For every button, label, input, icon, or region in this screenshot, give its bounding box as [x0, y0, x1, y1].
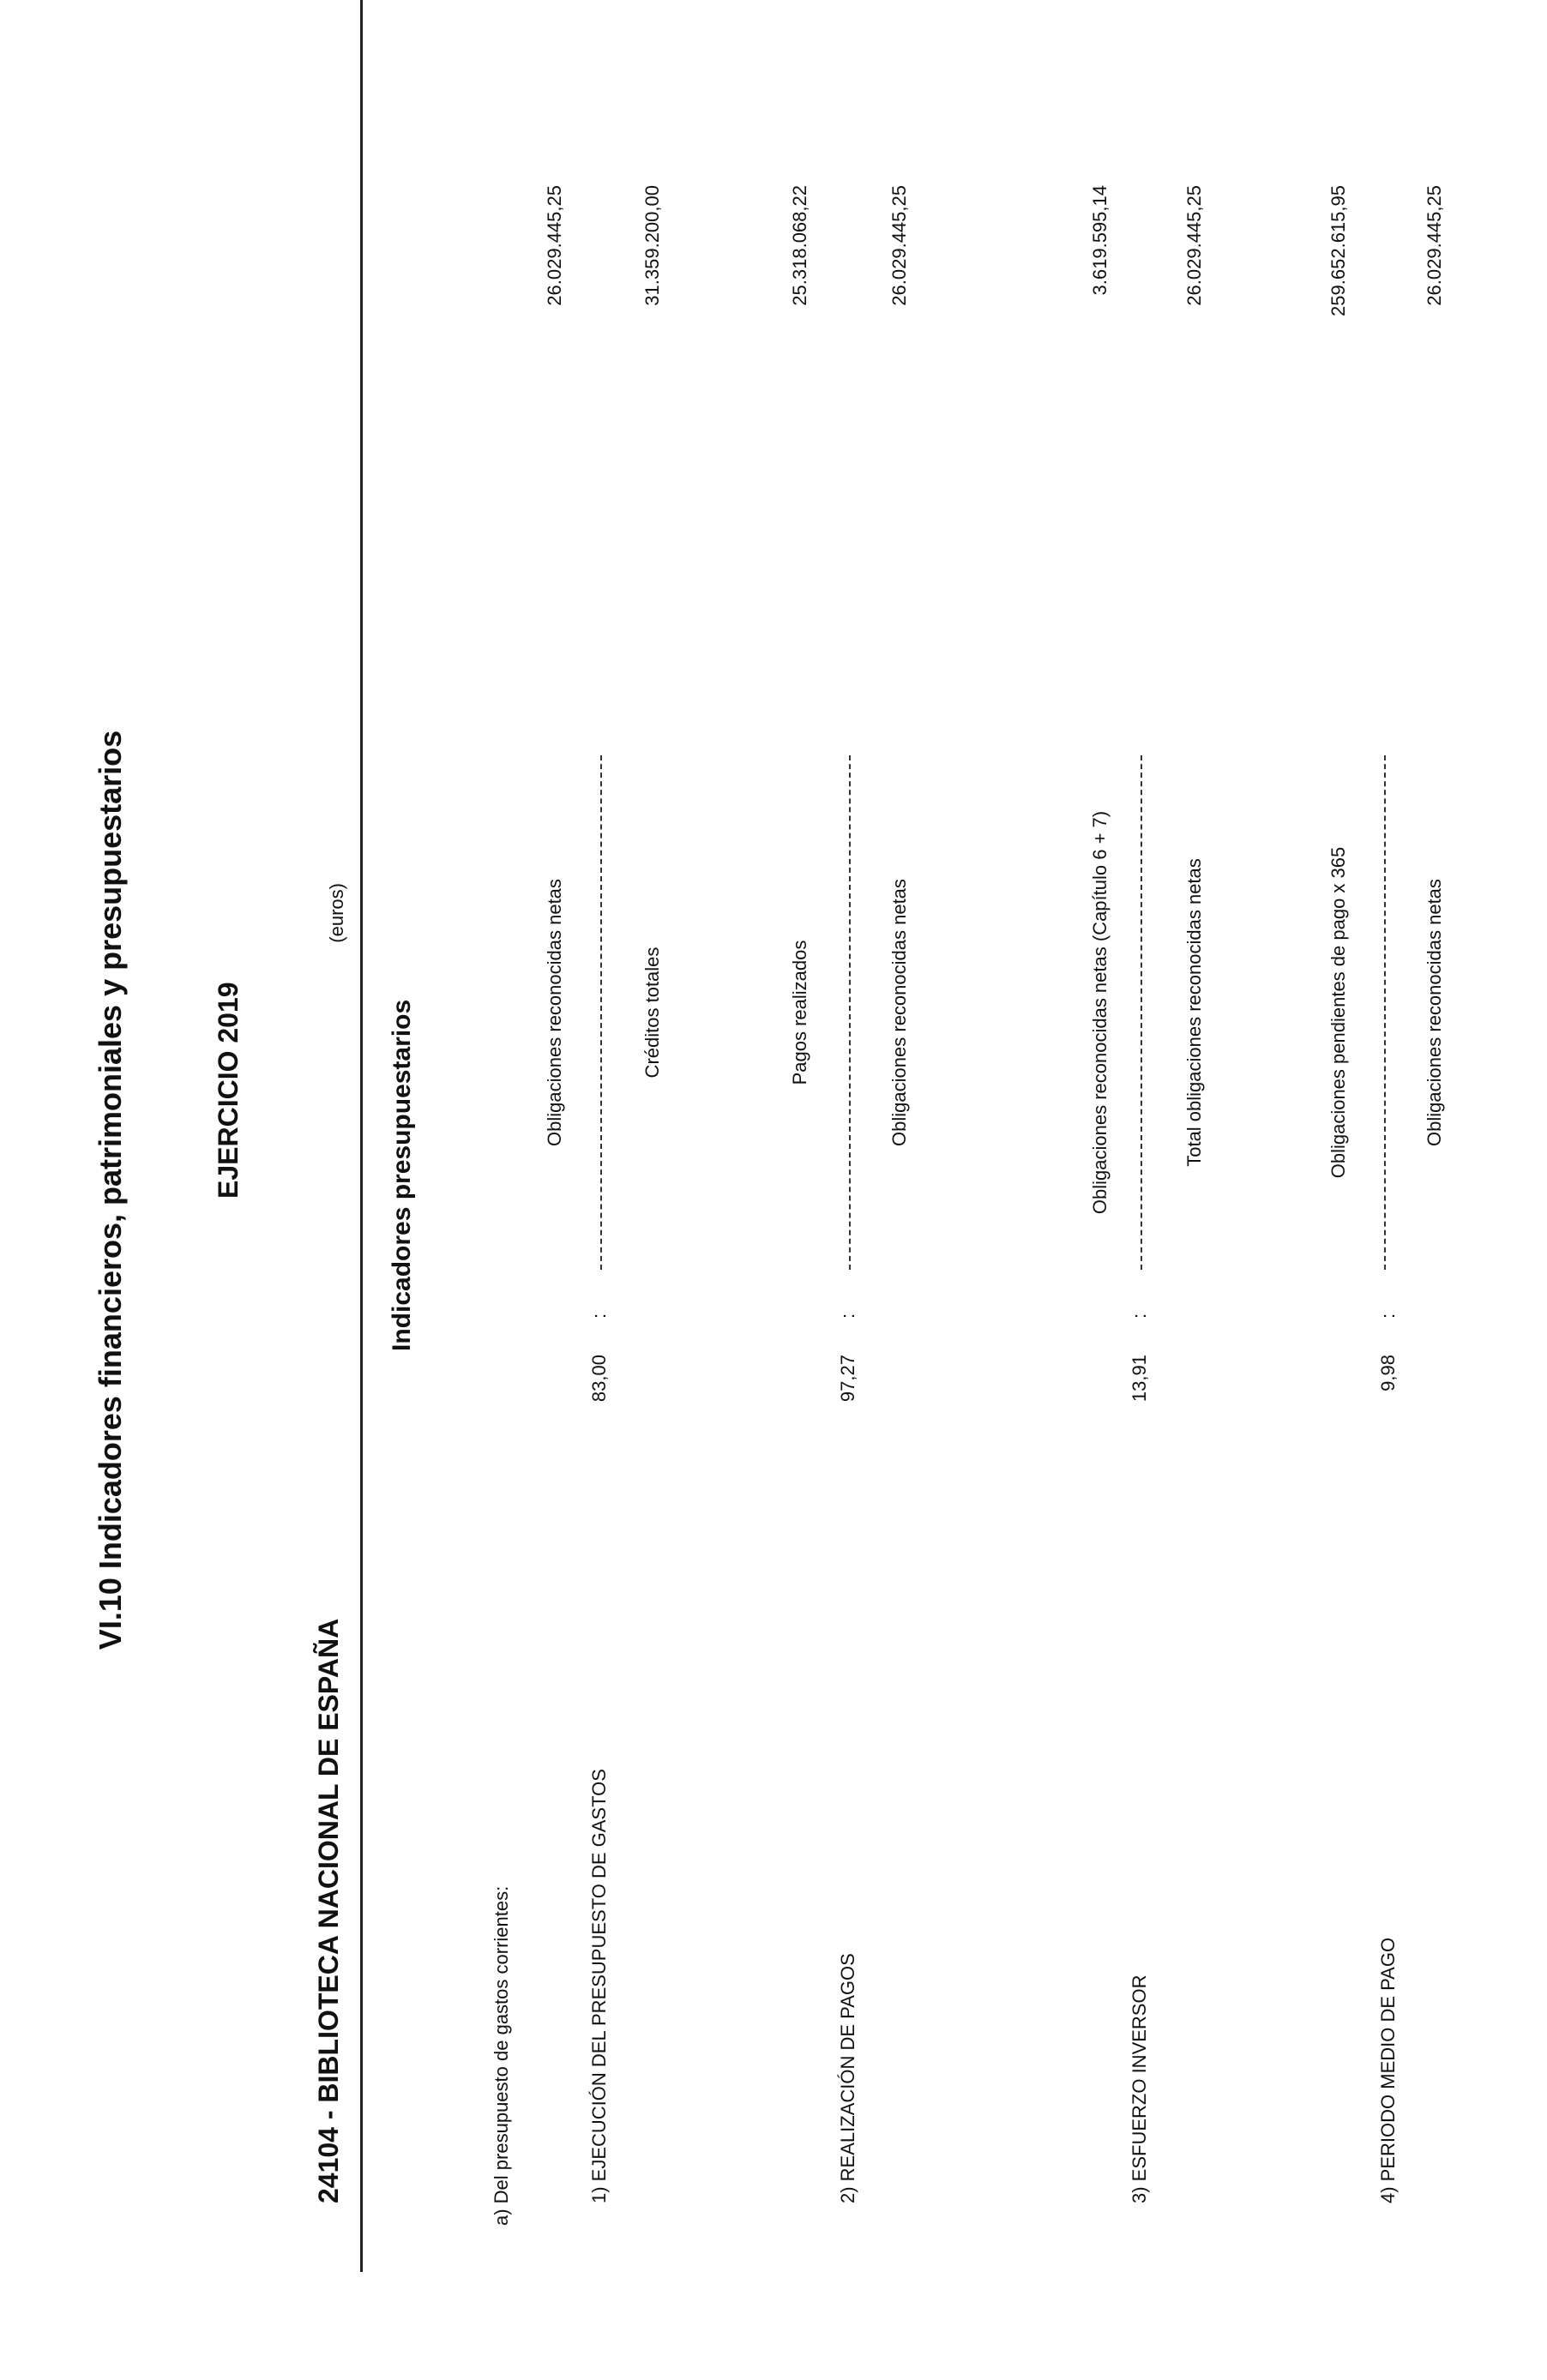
entity-name: 24104 - BIBLIOTECA NACIONAL DE ESPAÑA [313, 1618, 344, 2203]
colon: : [837, 1313, 858, 1319]
colon: : [1377, 1313, 1399, 1319]
denominator-amount: 26.029.445,25 [1424, 185, 1445, 306]
indicator-label: 1) EJECUCIÓN DEL PRESUPUESTO DE GASTOS [588, 1769, 610, 2203]
numerator-amount: 3.619.595,14 [1089, 185, 1111, 296]
units-label: (euros) [326, 883, 347, 943]
denominator-amount: 26.029.445,25 [1183, 185, 1205, 306]
numerator-amount: 26.029.445,25 [544, 185, 565, 306]
denominator-label: Obligaciones reconocidas netas [1424, 879, 1445, 1146]
indicator-value: 9,98 [1377, 1355, 1399, 1391]
indicator-label: 2) REALIZACIÓN DE PAGOS [837, 1953, 858, 2203]
report-title: VI.10 Indicadores financieros, patrimoniales y presupuestarios [93, 730, 128, 1650]
fraction-line [1384, 755, 1386, 1270]
fraction-line [600, 755, 602, 1270]
fraction-line [1141, 755, 1142, 1270]
fraction-line [849, 755, 851, 1270]
indicator-value: 13,91 [1129, 1355, 1150, 1403]
indicator-label: 4) PERIODO MEDIO DE PAGO [1377, 1937, 1399, 2203]
numerator-amount: 259.652.615,95 [1327, 185, 1349, 316]
section-title: Indicadores presupuestarios [388, 999, 416, 1351]
denominator-label: Total obligaciones reconocidas netas [1183, 858, 1205, 1167]
indicator-label: 3) ESFUERZO INVERSOR [1129, 1974, 1150, 2203]
header-rule [360, 0, 363, 2272]
denominator-label: Créditos totales [641, 947, 663, 1079]
numerator-label: Obligaciones reconocidas netas [544, 879, 565, 1146]
denominator-amount: 26.029.445,25 [888, 185, 910, 306]
colon: : [588, 1313, 610, 1319]
block-label: a) Del presupuesto de gastos corrientes: [491, 1885, 512, 2226]
numerator-label: Pagos realizados [789, 940, 810, 1085]
exercise-year: EJERCICIO 2019 [213, 982, 244, 1199]
numerator-label: Obligaciones reconocidas netas (Capítulo 6 + 7) [1089, 810, 1111, 1215]
indicator-value: 97,27 [837, 1355, 858, 1403]
numerator-label: Obligaciones pendientes de pago x 365 [1327, 846, 1349, 1179]
indicator-value: 83,00 [588, 1355, 610, 1403]
colon: : [1129, 1313, 1150, 1319]
denominator-label: Obligaciones reconocidas netas [888, 879, 910, 1146]
denominator-amount: 31.359.200,00 [641, 185, 663, 306]
numerator-amount: 25.318.068,22 [789, 185, 810, 306]
